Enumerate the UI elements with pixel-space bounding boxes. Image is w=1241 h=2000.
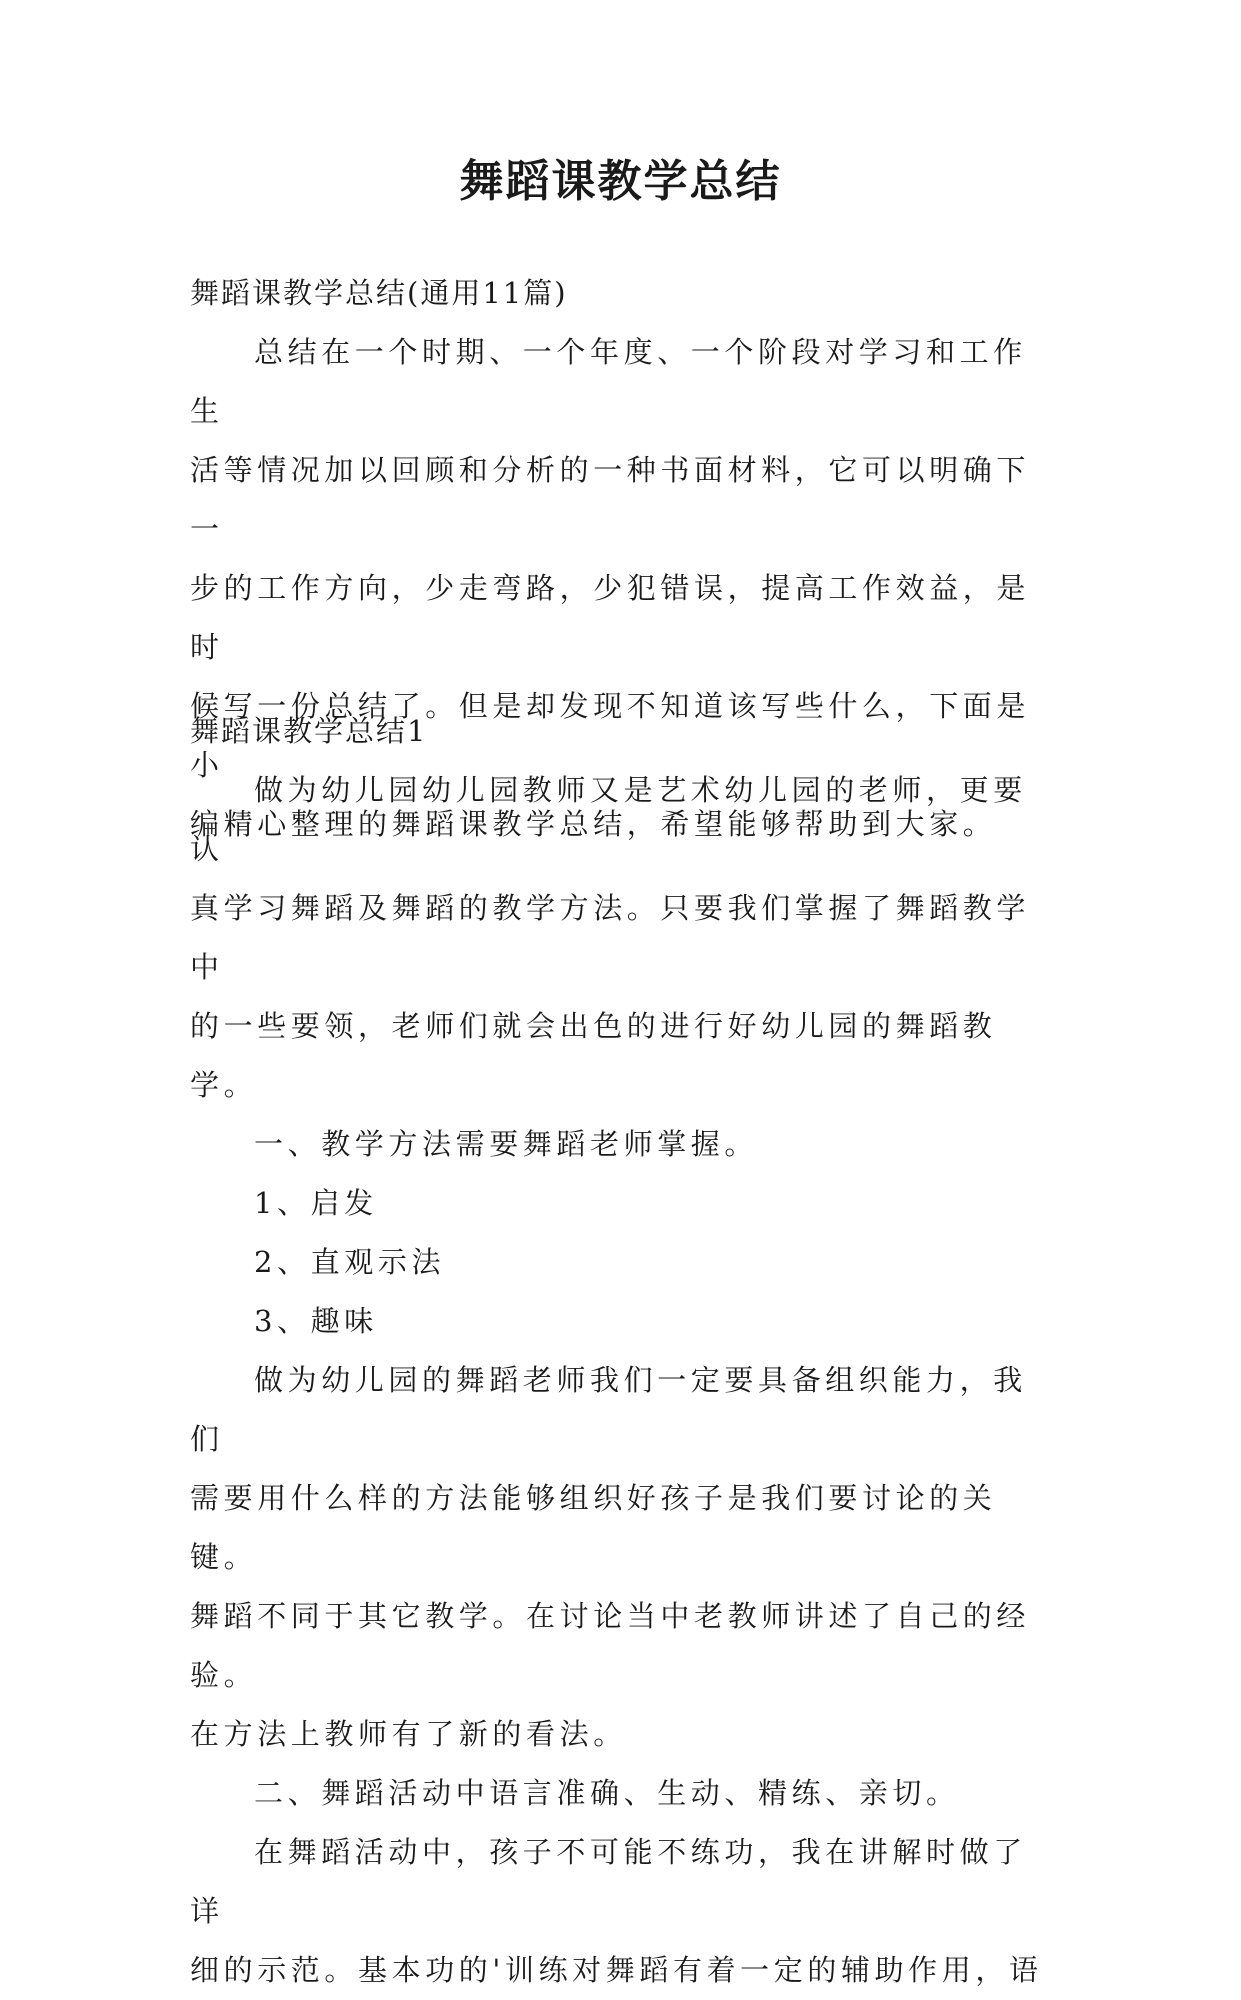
body-line: 需要用什么样的方法能够组织好孩子是我们要讨论的关键。 (190, 1481, 997, 1574)
body-line: 做为幼儿园幼儿园教师又是艺术幼儿园的老师，更要认 (190, 773, 1027, 866)
intro-line: 候写一份总结了。但是却发现不知道该写些什么，下面是小 (190, 689, 1031, 782)
body-line: 舞蹈不同于其它教学。在讨论当中老教师讲述了自己的经验。 (190, 1599, 1031, 1692)
intro-line: 编精心整理的舞蹈课教学总结，希望能够帮助到大家。 (190, 807, 997, 841)
document-title: 舞蹈课教学总结 (459, 156, 782, 207)
body-line: 真学习舞蹈及舞蹈的教学方法。只要我们掌握了舞蹈教学中 (190, 891, 1031, 984)
body-line: 的一些要领，老师们就会出色的进行好幼儿园的舞蹈教学。 (190, 1009, 997, 1102)
intro-line: 活等情况加以回顾和分析的一种书面材料，它可以明确下一 (190, 453, 1031, 546)
body-line: 细的示范。基本功的'训练对舞蹈有着一定的辅助作用，语 (190, 1953, 1043, 1987)
intro-line: 总结在一个时期、一个年度、一个阶段对学习和工作生 (190, 335, 1027, 428)
subtitle: 舞蹈课教学总结(通用11篇) (190, 276, 568, 310)
intro-line: 步的工作方向，少走弯路，少犯错误，提高工作效益，是时 (190, 571, 1031, 664)
body-line: 在方法上教师有了新的看法。 (190, 1717, 627, 1751)
body-line: 做为幼儿园的舞蹈老师我们一定要具备组织能力，我们 (190, 1363, 1027, 1456)
body-line: 二、舞蹈活动中语言准确、生动、精练、亲切。 (254, 1776, 960, 1810)
body-line: 一、教学方法需要舞蹈老师掌握。 (254, 1127, 759, 1161)
body-line: 2、直观示法 (254, 1245, 446, 1279)
body-line: 在舞蹈活动中，孩子不可能不练功，我在讲解时做了详 (190, 1835, 1027, 1928)
body-line: 1、启发 (254, 1186, 378, 1220)
body-line: 3、趣味 (254, 1304, 378, 1338)
section-1 (190, 702, 1052, 2000)
section-heading: 舞蹈课教学总结1 (190, 714, 428, 748)
section-1-body (190, 761, 1052, 2000)
